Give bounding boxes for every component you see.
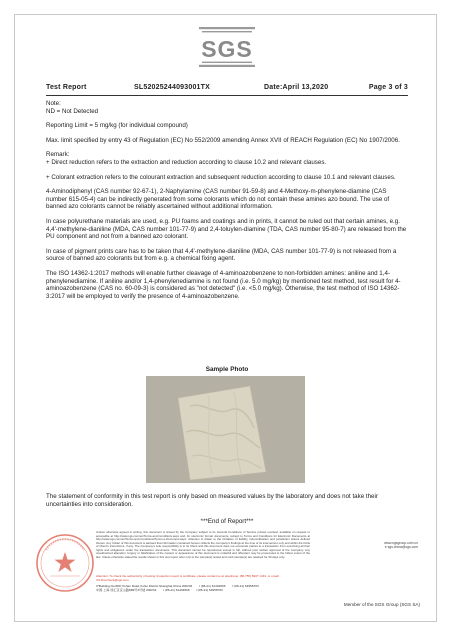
conformity-statement: The statement of conformity in this test report is only based on measured values by the laboratory and does not take their uncertainties into consideration. [46,493,378,508]
remark-colorant-extraction: + Colorant extraction refers to the colourant extraction and subsequent reduction according to clause 10.1 and relevant clauses. [46,173,396,181]
svg-text:SGS: SGS [201,36,253,62]
reporting-limit: Reporting Limit = 5 mg/kg (for individual compound) [46,122,188,130]
notes-section [46,100,408,307]
remark-label: Remark: [46,151,70,159]
sgs-group-member: Member of the SGS Group (SGS SA) [343,602,420,607]
fax-english: f (86-21) 64958763 [232,584,259,588]
pigment-paragraph: In case of pigment prints care has to be taken that 4,4'-methylene-dianiline (MDA, CAS number 101-77-9) is not released from a source of banned azo colorants but from e.g. a chemical fixing agent. [46,247,397,263]
header-divider [46,95,408,96]
tel-chinese: t (86-21) 61402666 [163,588,190,593]
fabric-sample-image [146,376,305,483]
iso-paragraph: The ISO 14362-1:2017 methods will enable further cleavage of 4-aminoazobenzene to non-forbidden amines: aniline and 1,4-phenylenediamine. If aniline and/or 1,4-phenylenediamine is not found (i.e. 5.0 mg/kg) by mentioned test method, test result for 4-aminoazobenzene (CAS no. 60-09-3) is considered as "not detected" (i.e. <5.0 mg/kg). Otherwise, the test method of ISO 14362-3:2017 will be employed to verify the presence of 4-aminoazobenzene. [46,269,401,300]
note-label: Note: [46,100,61,107]
remark-direct-reduction: + Direct reduction refers to the extraction and reduction according to clause 10.2 and relevant clauses. [46,158,327,166]
fax-chinese: f (86-21) 64958763 [196,588,223,593]
polyurethane-paragraph: In case polyurethane materials are used, e.g. PU foams and coatings and in prints, it cannot be ruled out that certain amines, e.g. 4,4'-methylene-dianiline (MDA, CAS number 101-77-9) and 2,4-toluylen-diamine (TDA, CAS number 95-80-7) are released from the PU component and not from a banned azo colorant. [46,217,407,241]
tel-english: t (86-21) 61402666 [199,584,226,588]
page-number: Page 3 of 3 [368,84,408,91]
terms-fine-print: Unless otherwise agreed in writing, this document is issued by the Company subject to its General Conditions of Service printed overleaf, available on request or accessible at http://www.sgs.com/en/Terms-and-Conditions.aspx and, for electronic format documents, subject to Terms and Conditions for Electronic Documents at http://www.sgs.com/en/Terms-and-Conditions/Terms-e-Document.aspx. Attention is drawn to the limitation of liability, indemnification and jurisdiction issues defined therein. Any holder of this document is advised that information contained hereon reflects the Company's findings at the time of its intervention only and within the limits of Client's instructions, if any. The Company's sole responsibility is to its Client and this document does not exonerate parties to a transaction from exercising all their rights and obligations under the transaction documents. This document cannot be reproduced except in full, without prior written approval of the Company. Any unauthorized alteration, forgery or falsification of the content or appearance of this document is unlawful and offenders may be prosecuted to the fullest extent of the law. Unless otherwise stated the results shown in this test report refer only to the sample(s) tested and such sample(s) are retained for 30 days only. [96,530,310,559]
footer-contact [340,541,418,550]
max-limit: Max. limit specified by entry 43 of Regulation (EC) No 552/2009 amending Annex XVII of REACH Regulation (EC) No 1907/2006. [46,136,400,144]
end-of-report: ***End of Report*** [200,518,254,525]
note-nd: ND = Not Detected [46,107,99,115]
sample-photo [146,376,305,483]
inspection-seal-stamp [34,532,96,594]
address-english: 3″Building,No.889,Yishan Road,Xuhui District,Shanghai,China 200233 [96,584,193,588]
report-title: Test Report [46,84,87,91]
aminodiphenyl-paragraph: 4-Aminodiphenyl (CAS number 92-67-1), 2-Naphylamine (CAS number 91-59-8) and 4-Methoxy-m-phenylene-diamine (CAS number 615-05-4) can be indirectly generated from some colorants which do not contain these amines azo bound. The use of banned azo colorants cannot be reliably ascertained without additional information. [46,188,390,211]
authenticity-notice: Attention: To check the authenticity of testing /inspection report & certificate, please contact us at telephone: (86-755) 8307 1443, or email: CN.Doccheck@sgs.com [96,574,280,582]
footer-website[interactable]: www.sgsgroup.com.cn [384,541,418,545]
address-chinese: 中国·上海·徐汇区宜山路889号3号楼 200233 [96,588,157,593]
sgs-logo [199,27,255,67]
footer-address [96,584,326,592]
sample-photo-title: Sample Photo [205,366,249,373]
report-date: Date:April 13,2020 [264,84,329,91]
report-header [46,84,408,94]
report-number: SL52025244093001TX [134,84,210,91]
footer-email[interactable]: e sgs.china@sgs.com [384,545,418,550]
